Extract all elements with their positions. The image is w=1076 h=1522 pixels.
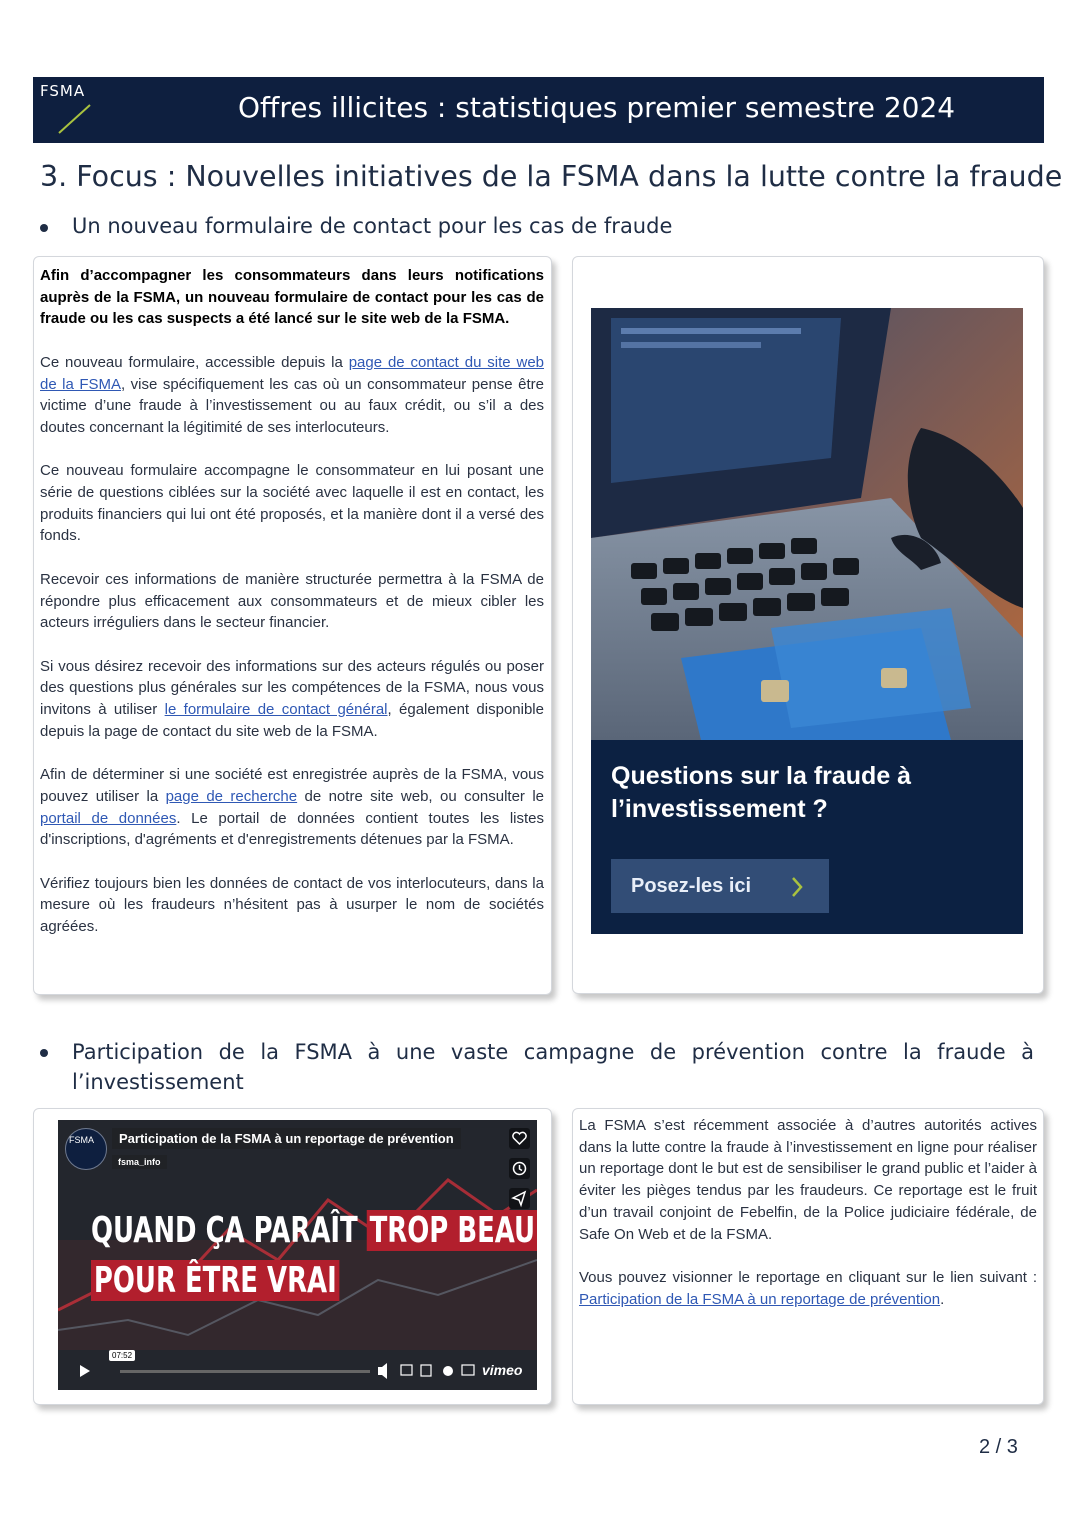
bullet-contact-form <box>40 214 1030 244</box>
page-number: 2 / 3 <box>979 1436 1018 1458</box>
hacker-keyboard-image <box>591 308 1023 740</box>
document-title: Offres illicites : statistiques premier semestre 2024 <box>238 91 956 124</box>
volume-icon[interactable] <box>378 1363 387 1379</box>
video-controls <box>58 1352 537 1390</box>
contact-page-link[interactable]: page de contact du site web de la FSMA <box>40 353 545 393</box>
fraud-question-banner[interactable] <box>591 308 1023 934</box>
campaign-text <box>579 1115 1037 1332</box>
bullet-dot <box>40 224 48 232</box>
bullet-dot <box>40 1049 48 1057</box>
video-headline-2 <box>91 1260 340 1302</box>
transcript-icon[interactable] <box>421 1365 431 1376</box>
paragraph: Ce nouveau formulaire accompagne le consommateur en lui posant une série de questions ciblées sur la société avec laquelle il est en contact, les produits financiers qui lui ont été proposés, et la manière dont il a versé des fonds. <box>40 462 544 545</box>
video-title[interactable]: Participation de la FSMA à un reportage de prévention <box>112 1128 461 1149</box>
paragraph: La FSMA s’est récemment associée à d’autres autorités actives dans la lutte contre la fraude à l’investissement en ligne pour réaliser un reportage dont le but est de sensibiliser le grand public et l’aider à éviter les pièges tendus par les fraudeurs. Ce reportage est le fruit d’un travail conjoint de Febelfin, de la Police judiciaire fédérale, de Safe On Web et de la FSMA. <box>579 1117 1037 1243</box>
paragraph: Recevoir ces informations de manière structurée permettra à la FSMA de répondre plus efficacement aux consommateurs et de mieux cibler les acteurs irréguliers dans le secteur financier. <box>40 570 544 632</box>
data-portal-link[interactable]: portail de données <box>40 809 177 827</box>
like-icon[interactable] <box>509 1128 530 1149</box>
video-headline-1 <box>91 1210 537 1252</box>
progress-track[interactable] <box>120 1370 370 1373</box>
search-page-link[interactable]: page de recherche <box>165 787 298 805</box>
headline-red: TROP BEAU <box>367 1210 537 1251</box>
vimeo-brand[interactable]: vimeo <box>482 1362 523 1378</box>
paragraph: Afin de déterminer si une société est enregistrée auprès de la FSMA, vous pouvez utiliser la page de recherche de notre site web, ou consulter le portail de données. Le portail de données contient toutes les listes d'inscriptions, d'agréments et d'enregistrements détenues par la FSMA. <box>40 766 544 849</box>
paragraph: Si vous désirez recevoir des informations sur des acteurs régulés ou poser des questions plus générales sur les compétences de la FSMA, nous vous invitons à utiliser le formulaire de contact général, également disponible depuis la page de contact du site web de la FSMA. <box>40 657 544 740</box>
paragraph: Vous pouvez visionner le reportage en cliquant sur le lien suivant : Participation de la FSMA à un reportage de prévention. <box>579 1268 1037 1308</box>
fsma-logo: FSMA <box>40 82 86 100</box>
paragraph: Ce nouveau formulaire, accessible depuis la page de contact du site web de la FSMA, vise spécifiquement les cas où un consommateur pense être victime d’une fraude à l’investissement ou au faux crédit, ou s’il a des doutes concernant la légitimité de ses interlocuteurs. <box>40 353 545 436</box>
channel-avatar[interactable] <box>65 1128 107 1170</box>
bullet-text: Un nouveau formulaire de contact pour les cas de fraude <box>72 214 673 238</box>
video-player[interactable] <box>58 1120 537 1390</box>
logo-slash-icon <box>57 103 93 135</box>
headline-white: QUAND ÇA PARAÎT <box>91 1210 367 1251</box>
share-icon[interactable] <box>509 1188 530 1209</box>
section-title: 3. Focus : Nouvelles initiatives de la FSMA dans la lutte contre la fraude <box>40 160 1063 193</box>
avatar-label: FSMA <box>69 1135 95 1145</box>
settings-icon[interactable] <box>443 1366 453 1376</box>
report-link[interactable]: Participation de la FSMA à un reportage de prévention <box>579 1290 941 1308</box>
lead-paragraph: Afin d’accompagner les consommateurs dans leurs notifications auprès de la FSMA, un nouveau formulaire de contact pour les cas de fraude ou les cas suspects a été lancé sur le site web de la FSMA. <box>40 267 544 328</box>
bullet-prevention-campaign <box>40 1039 1035 1097</box>
captions-icon[interactable] <box>401 1365 412 1375</box>
pip-icon[interactable] <box>462 1365 474 1375</box>
chevron-right-icon <box>791 876 803 898</box>
play-icon[interactable] <box>80 1365 90 1377</box>
ad-question: Questions sur la fraude à l’investissement ? <box>611 762 912 823</box>
video-channel[interactable]: fsma_info <box>112 1155 167 1169</box>
watch-later-icon[interactable] <box>509 1158 530 1179</box>
contact-form-text <box>40 265 544 959</box>
general-contact-form-link[interactable]: le formulaire de contact général <box>164 701 388 718</box>
header-banner <box>33 77 1044 143</box>
headline-red: POUR ÊTRE VRAI <box>91 1260 340 1301</box>
video-duration: 07:52 <box>109 1350 135 1361</box>
ask-here-button[interactable] <box>611 859 829 913</box>
bullet-text: Participation de la FSMA à une vaste campagne de prévention contre la fraude à l’investissement <box>72 1040 1034 1094</box>
ask-here-label: Posez-les ici <box>631 874 752 897</box>
paragraph: Vérifiez toujours bien les données de contact de vos interlocuteurs, dans la mesure où les fraudeurs n’hésitent pas à usurper le nom de sociétés agréées. <box>40 874 544 935</box>
